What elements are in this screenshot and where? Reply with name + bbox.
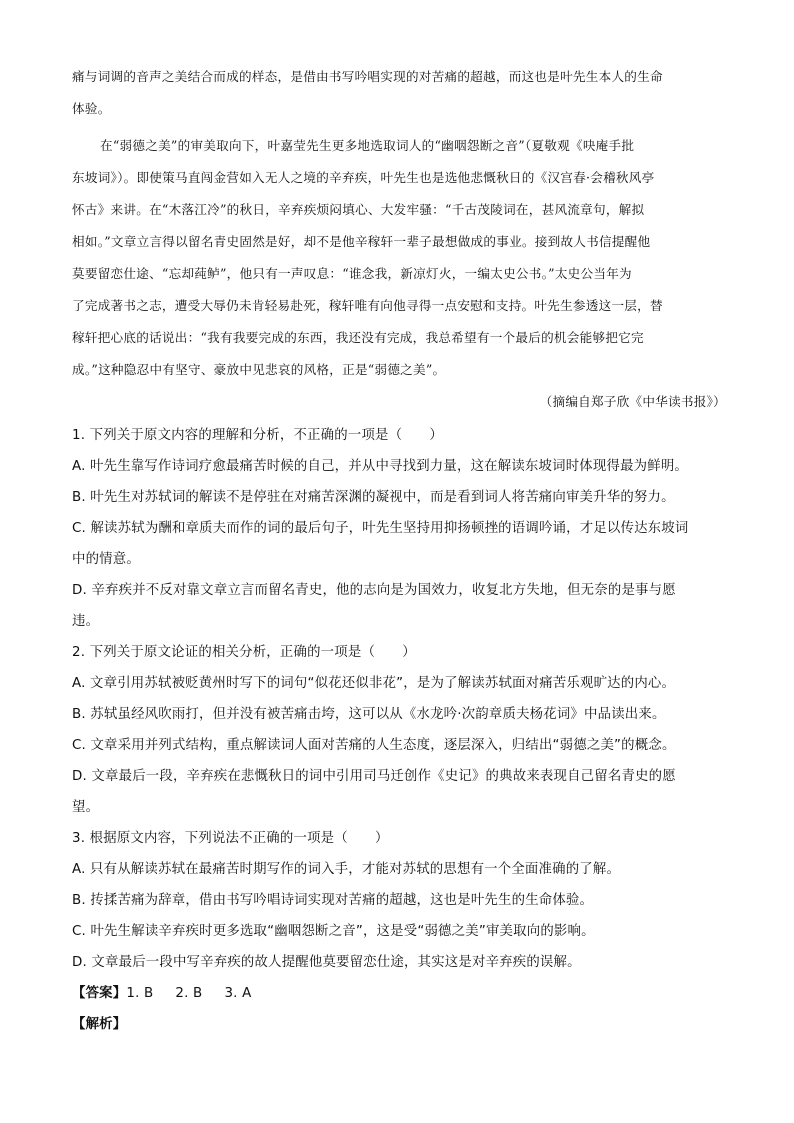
question-stem: 3. 根据原文内容，下列说法不正确的一项是（ ） (72, 831, 389, 846)
option-a: A. 文章引用苏轼被贬黄州时写下的词句“似花还似非花”，是为了解读苏轼面对痛苦乐观旷达的内心。 (72, 676, 676, 691)
passage-line: 莫要留恋仕途、“忘却莼鲈”，他只有一声叹息：“谁念我，新凉灯火，一编太史公书。”太史公当年为 (72, 266, 632, 281)
passage-line: 在“弱德之美”的审美取向下，叶嘉莹先生更多地选取词人的“幽咽怨断之音”（夏敬观《吷庵手批 (100, 138, 635, 153)
option-c-continued: 中的情意。 (72, 552, 140, 567)
option-d: D. 文章最后一段中写辛弃疾的故人提醒他莫要留恋仕途，其实这是对辛弃疾的误解。 (72, 955, 581, 970)
passage-line: 了完成著书之志，遭受大辱仍未肯轻易赴死，稼轩唯有向他寻得一点安慰和支持。叶先生参透这一层，替 (72, 298, 663, 313)
answer-line (72, 978, 251, 1009)
option-b: B. 苏轼虽经风吹雨打，但并没有被苦痛击垮，这可以从《水龙吟·次韵章质夫杨花词》中品读出来。 (72, 707, 666, 722)
option-a: A. 只有从解读苏轼在最痛苦时期写作的词入手，才能对苏轼的思想有一个全面准确的了解。 (72, 862, 621, 877)
option-d: D. 文章最后一段，辛弃疾在悲慨秋日的词中引用司马迁创作《史记》的典故来表现自己留名青史的愿 (72, 769, 676, 784)
question-stem: 1. 下列关于原文内容的理解和分析，不正确的一项是（ ） (72, 428, 443, 443)
passage-line: 稼轩把心底的话说出：“我有我要完成的东西，我还没有完成，我总希望有一个最后的机会能够把它完 (72, 330, 644, 345)
answer-item: 3. A (224, 986, 252, 1001)
passage-line: 痛与词调的音声之美结合而成的样态，是借由书写吟唱实现的对苦痛的超越，而这也是叶先生本人的生命 (72, 69, 663, 84)
analysis-tag: 【解析】 (72, 1017, 127, 1032)
option-d-continued: 望。 (72, 800, 100, 815)
answer-item: 2. B (175, 986, 203, 1001)
question-stem: 2. 下列关于原文论证的相关分析，正确的一项是（ ） (72, 645, 416, 660)
answer-item: 1. B (126, 986, 154, 1001)
option-b: B. 叶先生对苏轼词的解读不是停驻在对痛苦深渊的凝视中，而是看到词人将苦痛向审美升华的努力。 (72, 490, 675, 505)
analysis-line (72, 1009, 126, 1040)
option-b: B. 抟揉苦痛为辞章，借由书写吟唱诗词实现对苦痛的超越，这也是叶先生的生命体验。 (72, 893, 594, 908)
option-d: D. 辛弃疾并不反对靠文章立言而留名青史，他的志向是为国效力，收复北方失地，但无奈的是事与愿 (72, 583, 676, 598)
option-a: A. 叶先生靠写作诗词疗愈最痛苦时候的自己，并从中寻找到力量，这在解读东坡词时体现得最为鲜明。 (72, 459, 689, 474)
passage-line: 相如。”文章立言得以留名青史固然是好，却不是他辛稼轩一辈子最想做成的事业。接到故人书信提醒他 (72, 234, 651, 249)
passage-line: 体验。 (72, 101, 111, 116)
passage-line: 成。”这种隐忍中有坚守、豪放中见悲哀的风格，正是“弱德之美”。 (72, 362, 446, 377)
passage-source: （摘编自郑子欣《中华读书报》） (539, 394, 726, 409)
option-c: C. 解读苏轼为酬和章质夫而作的词的最后句子，叶先生坚持用抑扬顿挫的语调吟诵，才足以传达东坡词 (72, 521, 689, 536)
answer-tag: 【答案】 (72, 986, 127, 1001)
option-c: C. 文章采用并列式结构，重点解读词人面对苦痛的人生态度，逐层深入，归结出“弱德之美”的概念。 (72, 738, 676, 753)
passage-line: 东坡词》）。即使策马直闯金营如入无人之境的辛弃疾，叶先生也是选他悲慨秋日的《汉宫春·会稽秋风亭 (72, 170, 655, 185)
passage-line: 怀古》来讲。在“木落江冷”的秋日，辛弃疾烦闷填心、大发牢骚：“千古茂陵词在，甚风流章句，解拟 (72, 202, 645, 217)
option-d-continued: 违。 (72, 614, 100, 629)
option-c: C. 叶先生解读辛弃疾时更多选取“幽咽怨断之音”，这是受“弱德之美”审美取向的影响。 (72, 924, 595, 939)
